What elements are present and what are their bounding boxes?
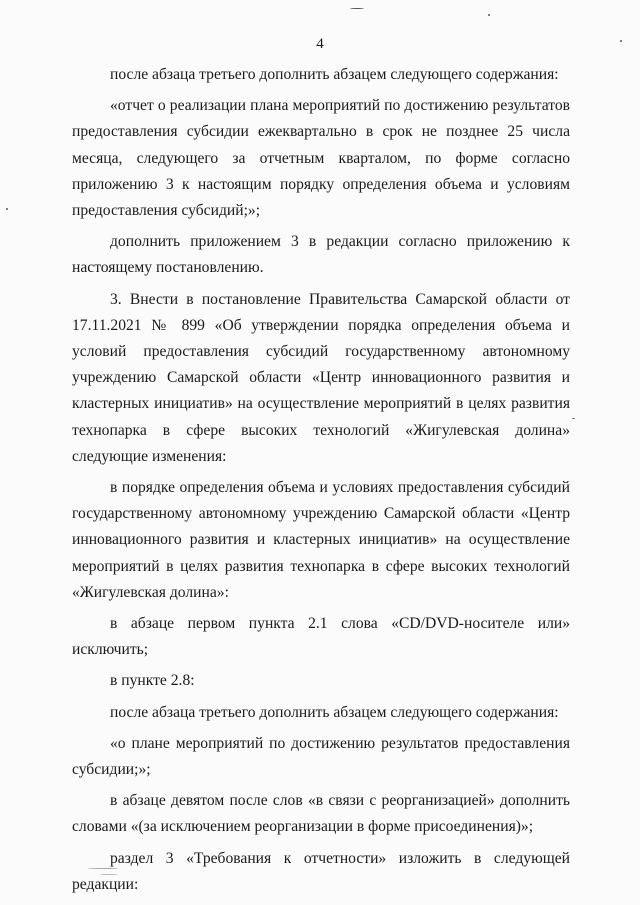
paragraph-5: в порядке определения объема и условиях предоставления субсидий государственному автономному учреждению Самарской области «Центр инновационного развития и кластерных инициатив» на осуществление мероприятий в целях развития технопарка в сфере высоких технологий «Жигулевская долина»: bbox=[72, 479, 570, 601]
scan-speck bbox=[6, 208, 8, 210]
page-number: 4 bbox=[316, 36, 324, 52]
paragraph-7: в пункте 2.8: bbox=[110, 672, 195, 690]
scan-speck bbox=[100, 874, 118, 875]
scan-speck bbox=[350, 8, 364, 9]
scan-speck bbox=[572, 418, 575, 419]
scan-speck bbox=[620, 40, 622, 42]
paragraph-6: в абзаце первом пункта 2.1 слова «CD/DVD-носителе или» исключить; bbox=[72, 615, 570, 659]
document-body bbox=[72, 62, 570, 903]
scan-speck bbox=[488, 14, 490, 16]
paragraph-8: после абзаца третьего дополнить абзацем следующего содержания: bbox=[110, 703, 559, 721]
paragraph-2: «отчет о реализации плана мероприятий по достижению результатов предоставления субсидии ежеквартально в срок не позднее 25 числа месяца, следующего за отчетным кварталом, по форме согласно приложению 3 к настоящим порядку определения объема и условиям предоставления субсидий;»; bbox=[72, 97, 570, 220]
paragraph-11: раздел 3 «Требования к отчетности» изложить в следующей редакции: bbox=[72, 849, 570, 893]
paragraph-4: 3. Внести в постановление Правительства Самарской области от 17.11.2021 № 899 «Об утверждении порядка определения объема и условий предоставления субсидий государственному автономному учреждению Самарской области «Центр инновационного развития и кластерных инициатив» на осуществление мероприятий в целях развития технопарка в сфере высоких технологий «Жигулевская долина» следующие изменения: bbox=[72, 290, 570, 465]
paragraph-3: дополнить приложением 3 в редакции согласно приложению к настоящему постановлению. bbox=[72, 233, 570, 277]
scan-speck bbox=[88, 868, 118, 869]
paragraph-10: в абзаце девятом после слов «в связи с реорганизацией» дополнить словами «(за исключением реорганизации в форме присоединения)»; bbox=[72, 792, 570, 836]
paragraph-9: «о плане мероприятий по достижению результатов предоставления субсидии;»; bbox=[72, 734, 570, 779]
paragraph-1: после абзаца третьего дополнить абзацем следующего содержания: bbox=[110, 66, 559, 83]
